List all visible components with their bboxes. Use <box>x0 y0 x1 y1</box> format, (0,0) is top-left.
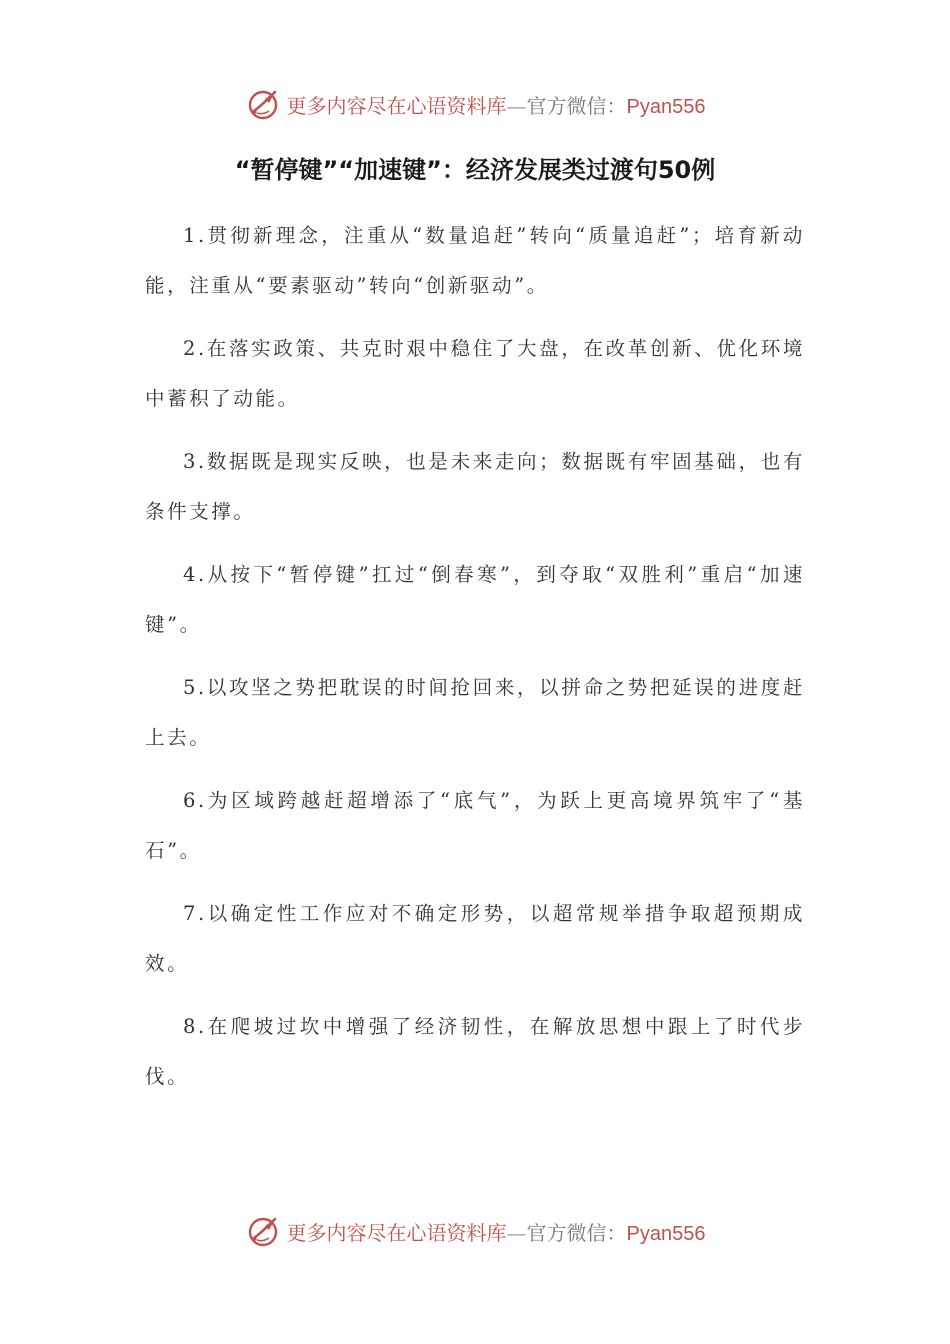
paragraph-6: 6.为区域跨越赶超增添了“底气”，为跃上更高境界筑牢了“基石”。 <box>145 789 805 862</box>
header-dash: — <box>506 93 527 118</box>
footer-dash: — <box>506 1220 527 1245</box>
pen-nib-circle-icon <box>245 86 281 122</box>
footer-site-name: 更多内容尽在心语资料库 <box>286 1220 507 1245</box>
header-banner-text <box>287 90 706 119</box>
document-title: “暂停键”“加速键”：经济发展类过渡句50例 <box>234 156 716 184</box>
footer-banner-text <box>287 1217 706 1246</box>
header-site-name: 更多内容尽在心语资料库 <box>286 93 507 118</box>
paragraph-1: 1.贯彻新理念，注重从“数量追赶”转向“质量追赶”；培育新动能，注重从“要素驱动”转向“创新驱动”。 <box>145 224 805 297</box>
footer-banner-content <box>245 1213 706 1249</box>
footer-banner <box>0 1211 950 1251</box>
header-banner <box>0 84 950 124</box>
pen-nib-circle-icon <box>245 1213 281 1249</box>
paragraph-4: 4.从按下“暂停键”扛过“倒春寒”，到夺取“双胜利”重启“加速键”。 <box>145 563 805 636</box>
paragraph-3: 3.数据既是现实反映，也是未来走向；数据既有牢固基础，也有条件支撑。 <box>145 450 805 523</box>
header-wechat-id: Pyan556 <box>626 95 706 118</box>
footer-wechat-label: 官方微信： <box>526 1220 627 1245</box>
header-wechat-label: 官方微信： <box>526 93 627 118</box>
paragraph-5: 5.以攻坚之势把耽误的时间抢回来，以拼命之势把延误的进度赶上去。 <box>145 676 805 749</box>
footer-wechat-id: Pyan556 <box>626 1222 706 1245</box>
paragraph-2: 2.在落实政策、共克时艰中稳住了大盘，在改革创新、优化环境中蓄积了动能。 <box>145 337 805 410</box>
header-banner-content <box>245 86 706 122</box>
paragraph-7: 7.以确定性工作应对不确定形势，以超常规举措争取超预期成效。 <box>145 902 805 975</box>
paragraph-8: 8.在爬坡过坎中增强了经济韧性，在解放思想中跟上了时代步伐。 <box>145 1015 805 1088</box>
document-body <box>145 211 805 1115</box>
